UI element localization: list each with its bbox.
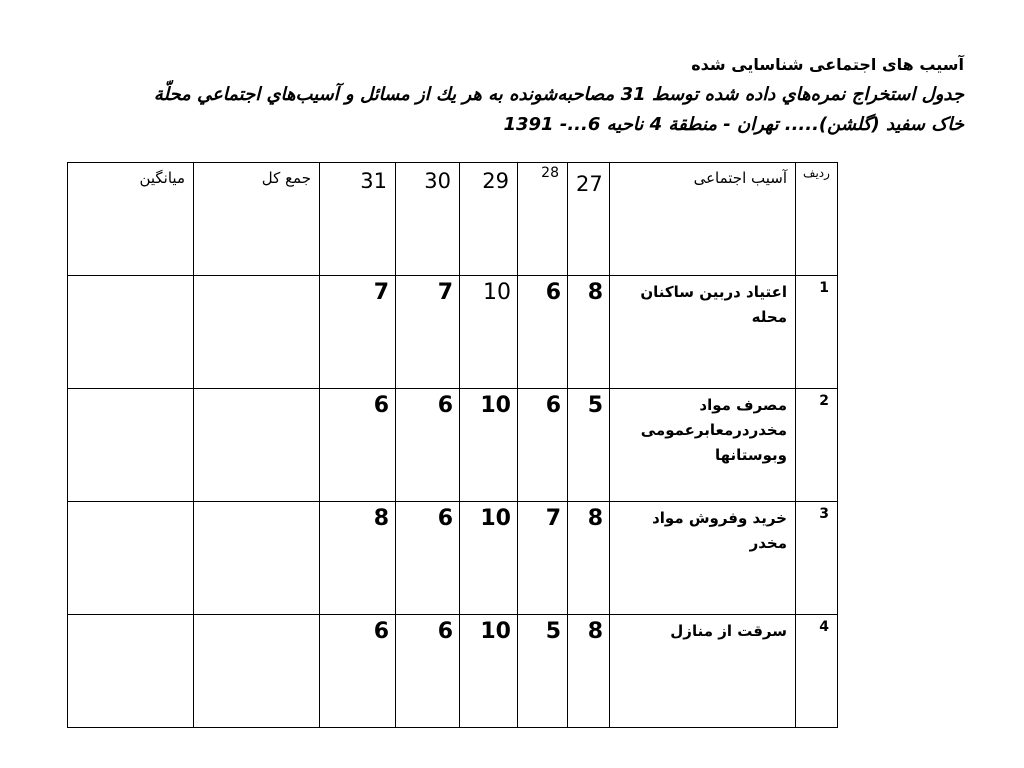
cell-31: 7 <box>320 276 396 389</box>
cell-31: 8 <box>320 502 396 615</box>
cell-31: 6 <box>320 615 396 728</box>
cell-29: 10 <box>460 502 518 615</box>
header-col-31: 31 <box>320 163 396 276</box>
table-header-row <box>68 163 838 276</box>
cell-28: 5 <box>518 615 568 728</box>
header-col-29: 29 <box>460 163 518 276</box>
cell-29: 10 <box>460 615 518 728</box>
row-total <box>194 615 320 728</box>
header-col-27: 27 <box>568 163 610 276</box>
heading-title: آسیب های اجتماعی شناسایی شده <box>691 55 964 74</box>
cell-30: 6 <box>396 389 460 502</box>
header-average: میانگین <box>68 163 194 276</box>
cell-29: 10 <box>460 276 518 389</box>
cell-27: 8 <box>568 276 610 389</box>
row-average <box>68 502 194 615</box>
cell-27: 8 <box>568 502 610 615</box>
table-row <box>68 502 838 615</box>
cell-30: 7 <box>396 276 460 389</box>
row-average <box>68 276 194 389</box>
cell-29: 10 <box>460 389 518 502</box>
cell-rowno: 4 <box>796 615 838 728</box>
header-total: جمع کل <box>194 163 320 276</box>
cell-harm: سرقت از منازل <box>610 615 796 728</box>
header-col-28: 28 <box>518 163 568 276</box>
table-row <box>68 615 838 728</box>
cell-rowno: 3 <box>796 502 838 615</box>
heading-subtitle-line2: خاک سفید (گلشن)..... تهران - منطقة 4 ناحیه 6...- 1391 <box>503 114 964 135</box>
cell-27: 5 <box>568 389 610 502</box>
row-total <box>194 389 320 502</box>
header-harm: آسیب اجتماعی <box>610 163 796 276</box>
cell-rowno: 2 <box>796 389 838 502</box>
page-heading <box>64 50 964 140</box>
cell-31: 6 <box>320 389 396 502</box>
header-rowno: ردیف <box>796 163 838 276</box>
cell-28: 6 <box>518 389 568 502</box>
cell-28: 6 <box>518 276 568 389</box>
cell-27: 8 <box>568 615 610 728</box>
cell-rowno: 1 <box>796 276 838 389</box>
row-average <box>68 615 194 728</box>
cell-harm: خرید وفروش مواد مخدر <box>610 502 796 615</box>
table-row <box>68 389 838 502</box>
cell-harm: اعتیاد دربین ساکنان محله <box>610 276 796 389</box>
scores-table <box>67 162 838 728</box>
header-col-30: 30 <box>396 163 460 276</box>
heading-subtitle-line1: جدول استخراج نمره‌هاي داده شده توسط 31 مصاحبه‌شونده به هر يك از مسائل و آسیب‌هاي اجتماعي محلّة <box>153 84 964 105</box>
row-average <box>68 389 194 502</box>
row-total <box>194 502 320 615</box>
cell-harm: مصرف مواد مخدردرمعابرعمومی وبوستانها <box>610 389 796 502</box>
cell-28: 7 <box>518 502 568 615</box>
cell-30: 6 <box>396 502 460 615</box>
table-row <box>68 276 838 389</box>
row-total <box>194 276 320 389</box>
cell-30: 6 <box>396 615 460 728</box>
